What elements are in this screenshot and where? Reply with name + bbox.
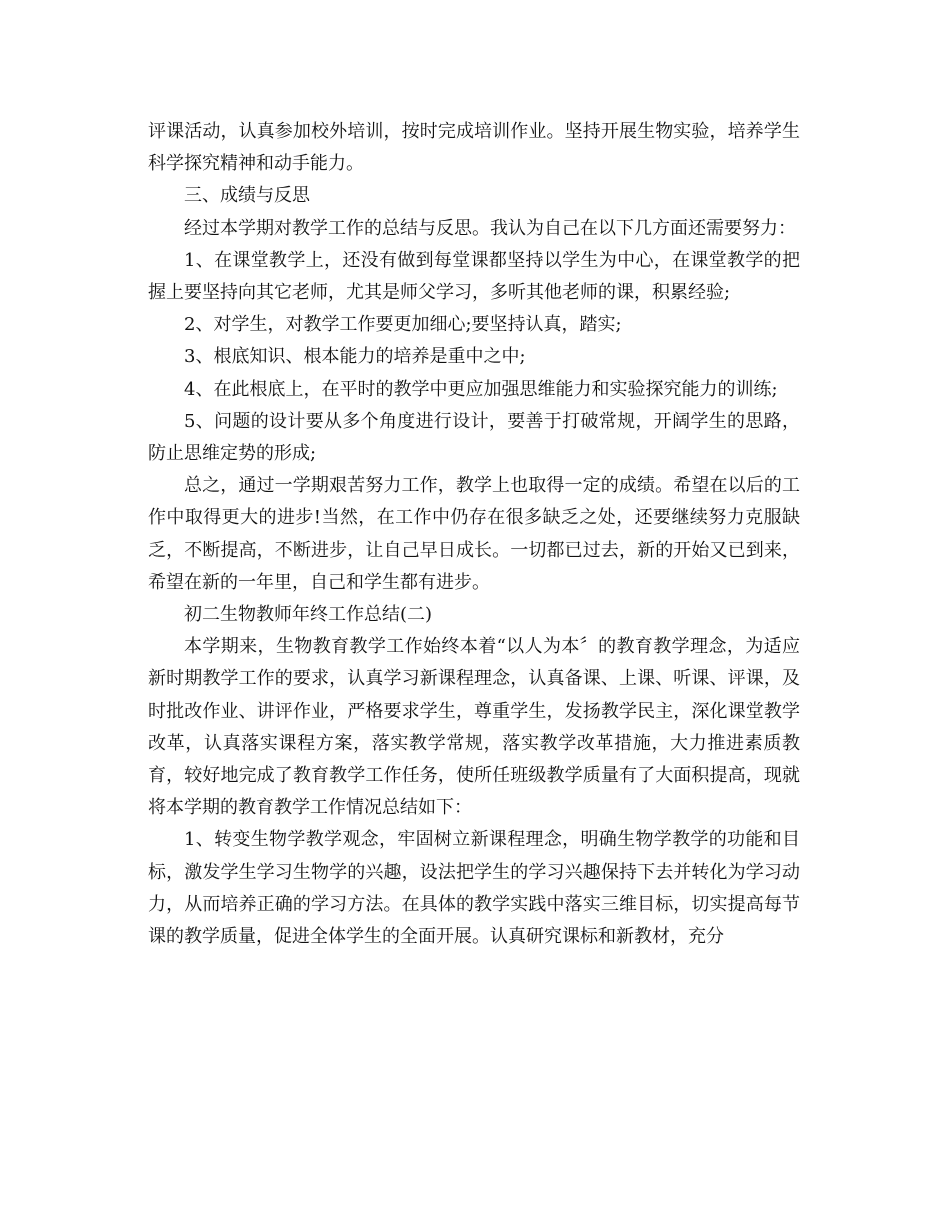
paragraph-conclusion: 总之，通过一学期艰苦努力工作，教学上也取得一定的成绩。希望在以后的工作中取得更大的进步!当然，在工作中仍存在很多缺乏之处，还要继续努力克服缺乏，不断提高，不断进步，让自己早日成长。一切都已过去，新的开始又已到来，希望在新的一年里，自己和学生都有进步。	[148, 475, 800, 593]
list-item-3: 3、根底知识、根本能力的培养是重中之中;	[184, 346, 526, 368]
paragraph-semester-intro: 本学期来，生物教育教学工作始终本着“以人为本〞的教育教学理念，为适应新时期教学工作的要求，认真学习新课程理念，认真备课、上课、听课、评课，及时批改作业、讲评作业，严格要求学生，尊重学生，发扬教学民主，深化课堂教学改革，认真落实课程方案，落实教学常规，落实教学改革措施，大力推进素质教育，较好地完成了教育教学工作任务，使所任班级教学质量有了大面积提高，现就将本学期的教育教学工作情况总结如下：	[148, 636, 800, 819]
list-item-4: 4、在此根底上，在平时的教学中更应加强思维能力和实验探究能力的训练;	[184, 378, 778, 400]
document-subtitle: 初二生物教师年终工作总结(二)	[184, 604, 433, 626]
document-page	[148, 116, 800, 953]
list-item-1: 1、在课堂教学上，还没有做到每堂课都坚持以学生为中心，在课堂教学的把握上要坚持向其它老师，尤其是师父学习，多听其他老师的课，积累经验;	[148, 249, 800, 304]
list-item-5: 5、问题的设计要从多个角度进行设计，要善于打破常规，开阔学生的思路，防止思维定势的形成;	[148, 410, 800, 465]
paragraph-reflection-intro: 经过本学期对教学工作的总结与反思。我认为自己在以下几方面还需要努力：	[184, 217, 796, 239]
list-item-2: 2、对学生，对教学工作要更加细心;要坚持认真，踏实;	[184, 314, 622, 336]
paragraph-point-1: 1、转变生物学教学观念，牢固树立新课程理念，明确生物学教学的功能和目标，激发学生学习生物学的兴趣，设法把学生的学习兴趣保持下去并转化为学习动力，从而培养正确的学习方法。在具体的教学实践中落实三维目标，切实提高每节课的教学质量，促进全体学生的全面开展。认真研究课标和新教材，充分	[148, 829, 800, 948]
section-heading-results-reflection: 三、成绩与反思	[184, 185, 310, 207]
paragraph-continuation: 评课活动，认真参加校外培训，按时完成培训作业。坚持开展生物实验，培养学生科学探究精神和动手能力。	[148, 121, 800, 175]
